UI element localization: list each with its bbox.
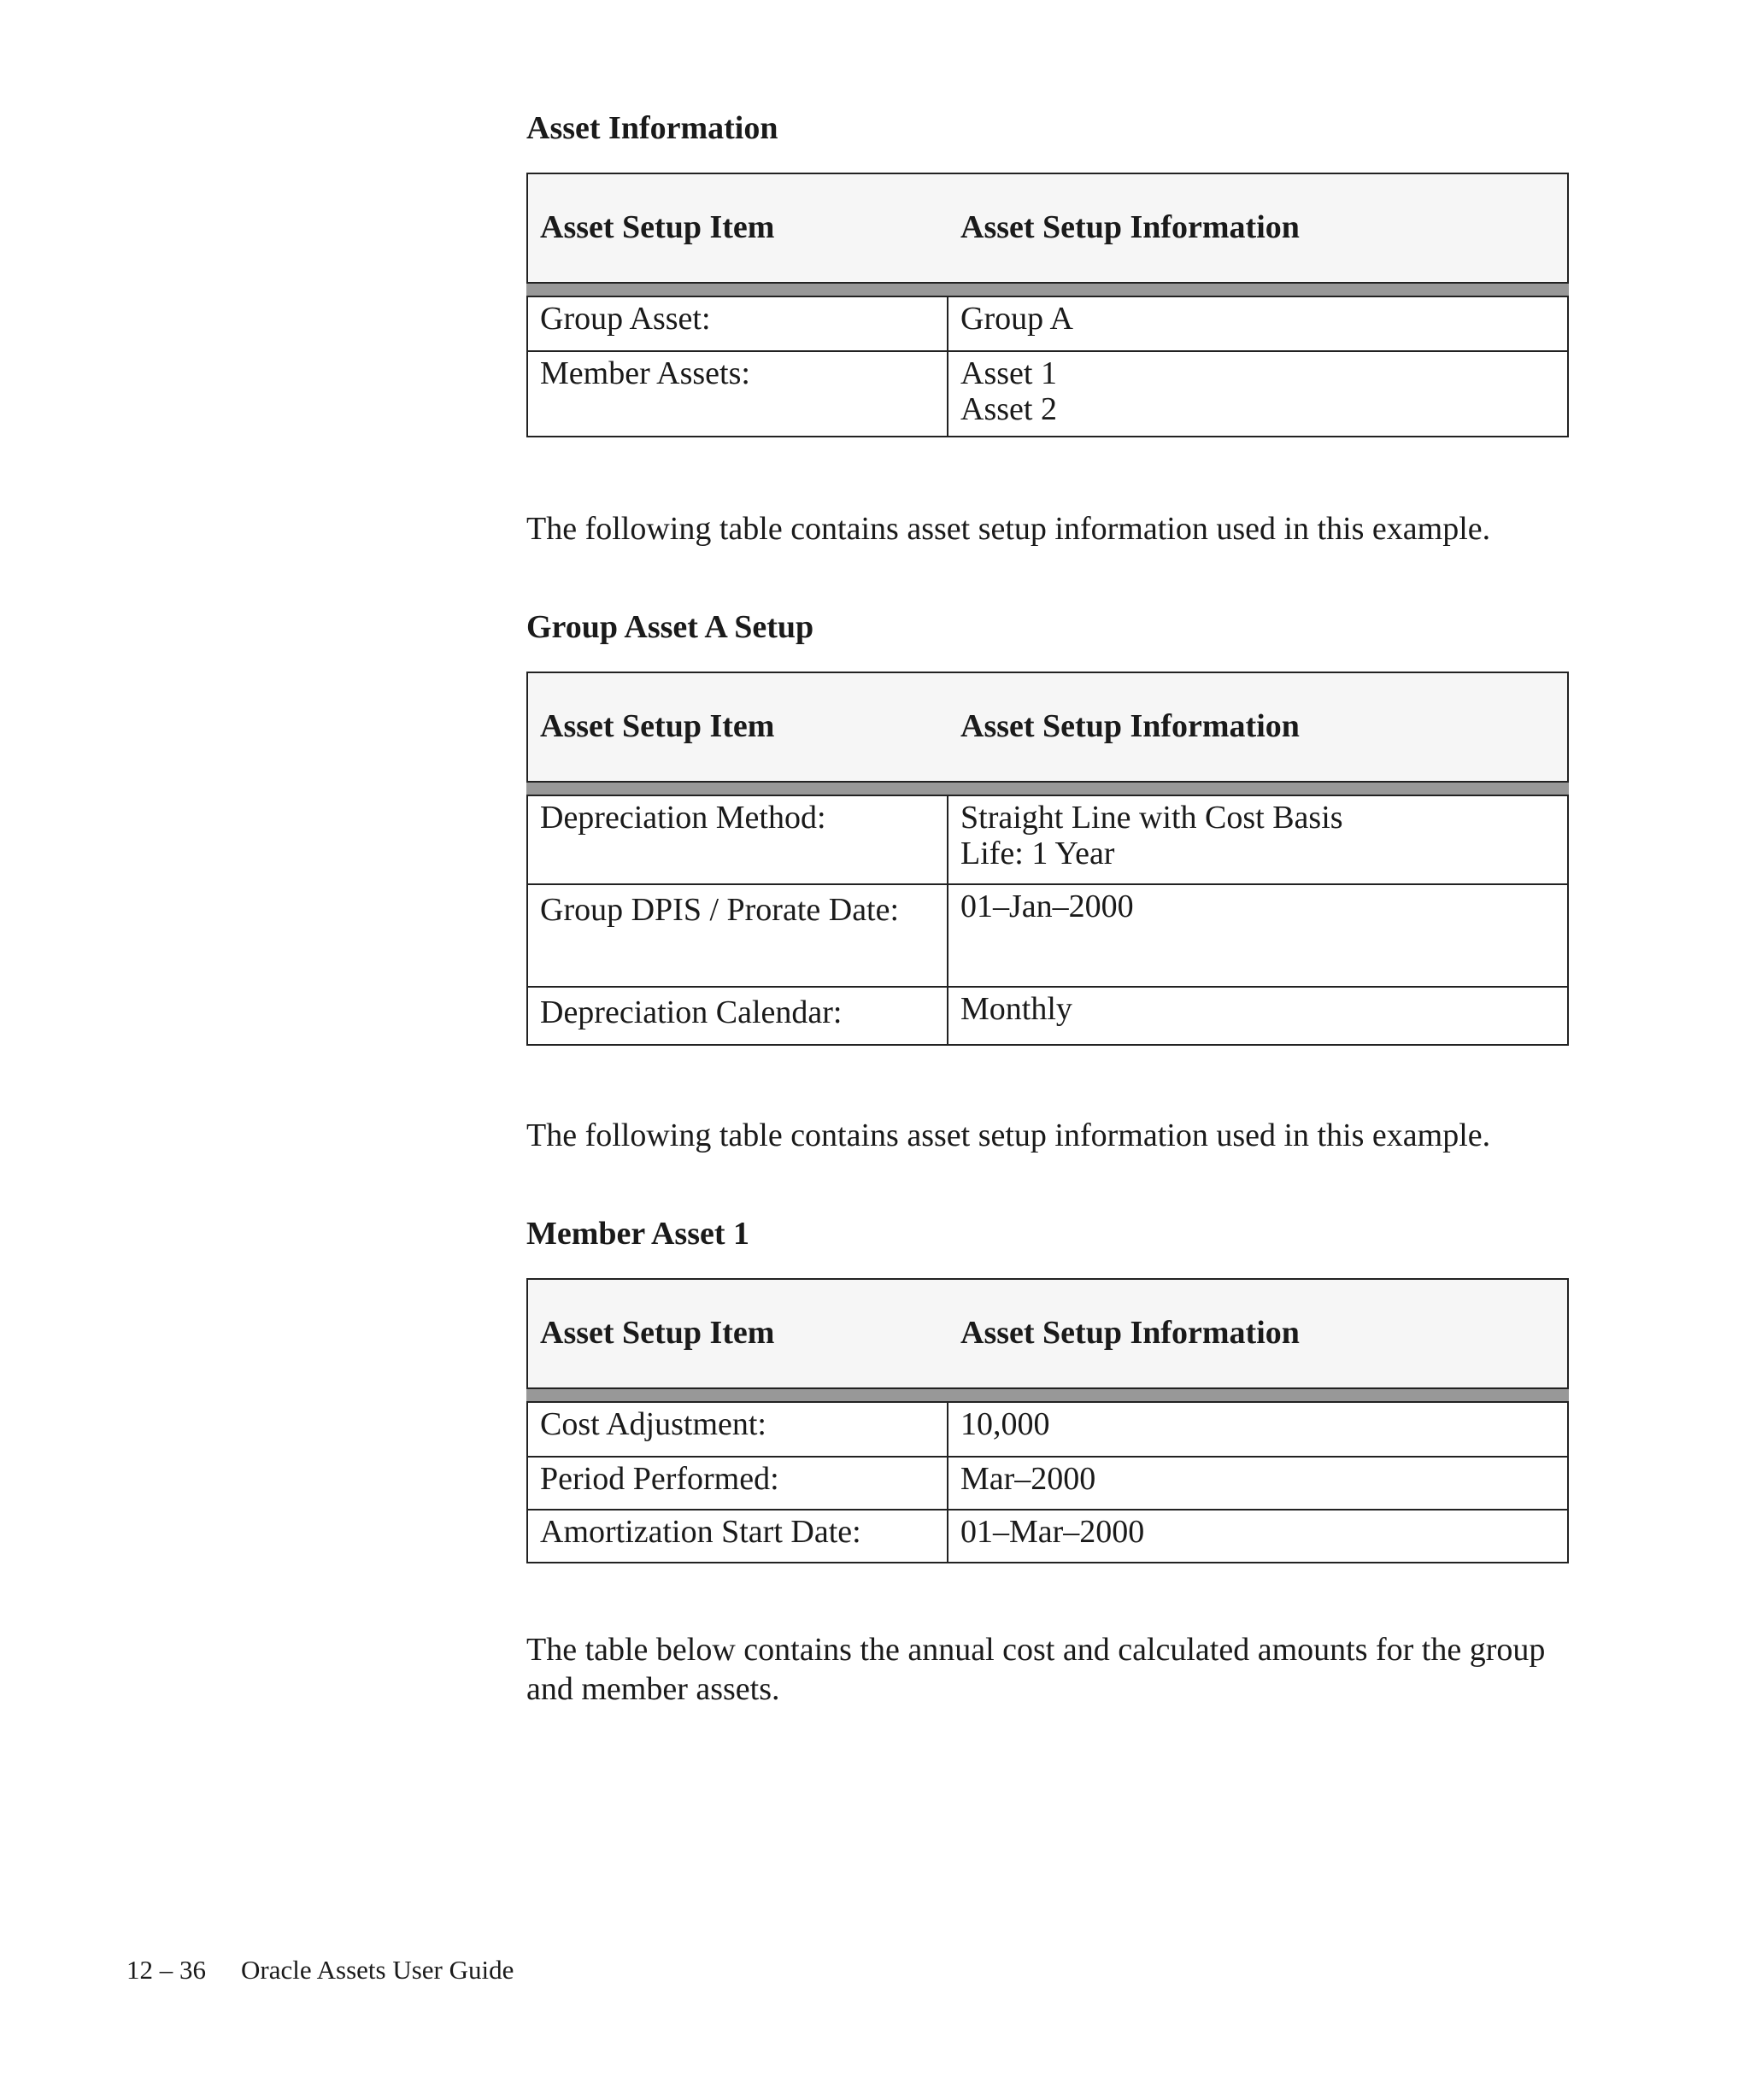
column-header-item: Asset Setup Item	[540, 1315, 775, 1351]
row-item: Group DPIS / Prorate Date:	[528, 885, 948, 986]
table-row	[528, 883, 1567, 986]
page-footer	[126, 1955, 514, 1986]
row-info: Straight Line with Cost Basis Life: 1 Year	[960, 800, 1343, 871]
row-info: Mar–2000	[960, 1461, 1096, 1497]
row-item: Member Assets:	[528, 352, 948, 436]
header-separator	[526, 1389, 1569, 1401]
row-item: Period Performed:	[528, 1458, 948, 1509]
row-item: Cost Adjustment:	[528, 1403, 948, 1456]
table-body	[526, 296, 1569, 437]
table-row	[528, 1509, 1567, 1562]
table-body	[526, 1401, 1569, 1563]
asset-information-table	[526, 173, 1569, 437]
row-item: Group Asset:	[528, 297, 948, 350]
table-row	[528, 350, 1567, 436]
intro-paragraph: The following table contains asset setup information used in this example.	[526, 1117, 1491, 1153]
column-header-information: Asset Setup Information	[960, 1315, 1300, 1351]
table-row	[528, 1456, 1567, 1509]
table-row	[528, 1403, 1567, 1456]
table-row	[528, 297, 1567, 350]
section-heading-member-asset-1: Member Asset 1	[526, 1216, 750, 1252]
row-info: 01–Jan–2000	[960, 889, 1134, 924]
row-info: Asset 1 Asset 2	[960, 355, 1057, 427]
table-header	[526, 1278, 1569, 1389]
row-info: 01–Mar–2000	[960, 1514, 1145, 1550]
header-separator	[526, 783, 1569, 795]
table-header	[526, 672, 1569, 783]
table-row	[528, 986, 1567, 1044]
column-header-item: Asset Setup Item	[540, 708, 775, 744]
intro-paragraph: The following table contains asset setup information used in this example.	[526, 511, 1491, 547]
page-number: 12 – 36	[126, 1955, 206, 1985]
closing-paragraph: The table below contains the annual cost and calculated amounts for the group and member assets.	[526, 1632, 1546, 1707]
row-info: 10,000	[960, 1406, 1050, 1442]
group-asset-setup-table	[526, 672, 1569, 1046]
section-heading-group-asset-a-setup: Group Asset A Setup	[526, 609, 814, 645]
row-info: Group A	[960, 301, 1073, 337]
table-header	[526, 173, 1569, 284]
book-title: Oracle Assets User Guide	[241, 1955, 514, 1985]
table-body	[526, 795, 1569, 1046]
header-separator	[526, 284, 1569, 296]
row-info: Monthly	[960, 991, 1072, 1027]
member-asset-table	[526, 1278, 1569, 1563]
row-item: Amortization Start Date:	[528, 1510, 948, 1562]
row-item: Depreciation Calendar:	[528, 988, 948, 1044]
column-header-information: Asset Setup Information	[960, 708, 1300, 744]
column-header-information: Asset Setup Information	[960, 209, 1300, 245]
row-item: Depreciation Method:	[528, 796, 948, 883]
column-header-item: Asset Setup Item	[540, 209, 775, 245]
section-heading-asset-information: Asset Information	[526, 110, 778, 146]
table-row	[528, 796, 1567, 883]
